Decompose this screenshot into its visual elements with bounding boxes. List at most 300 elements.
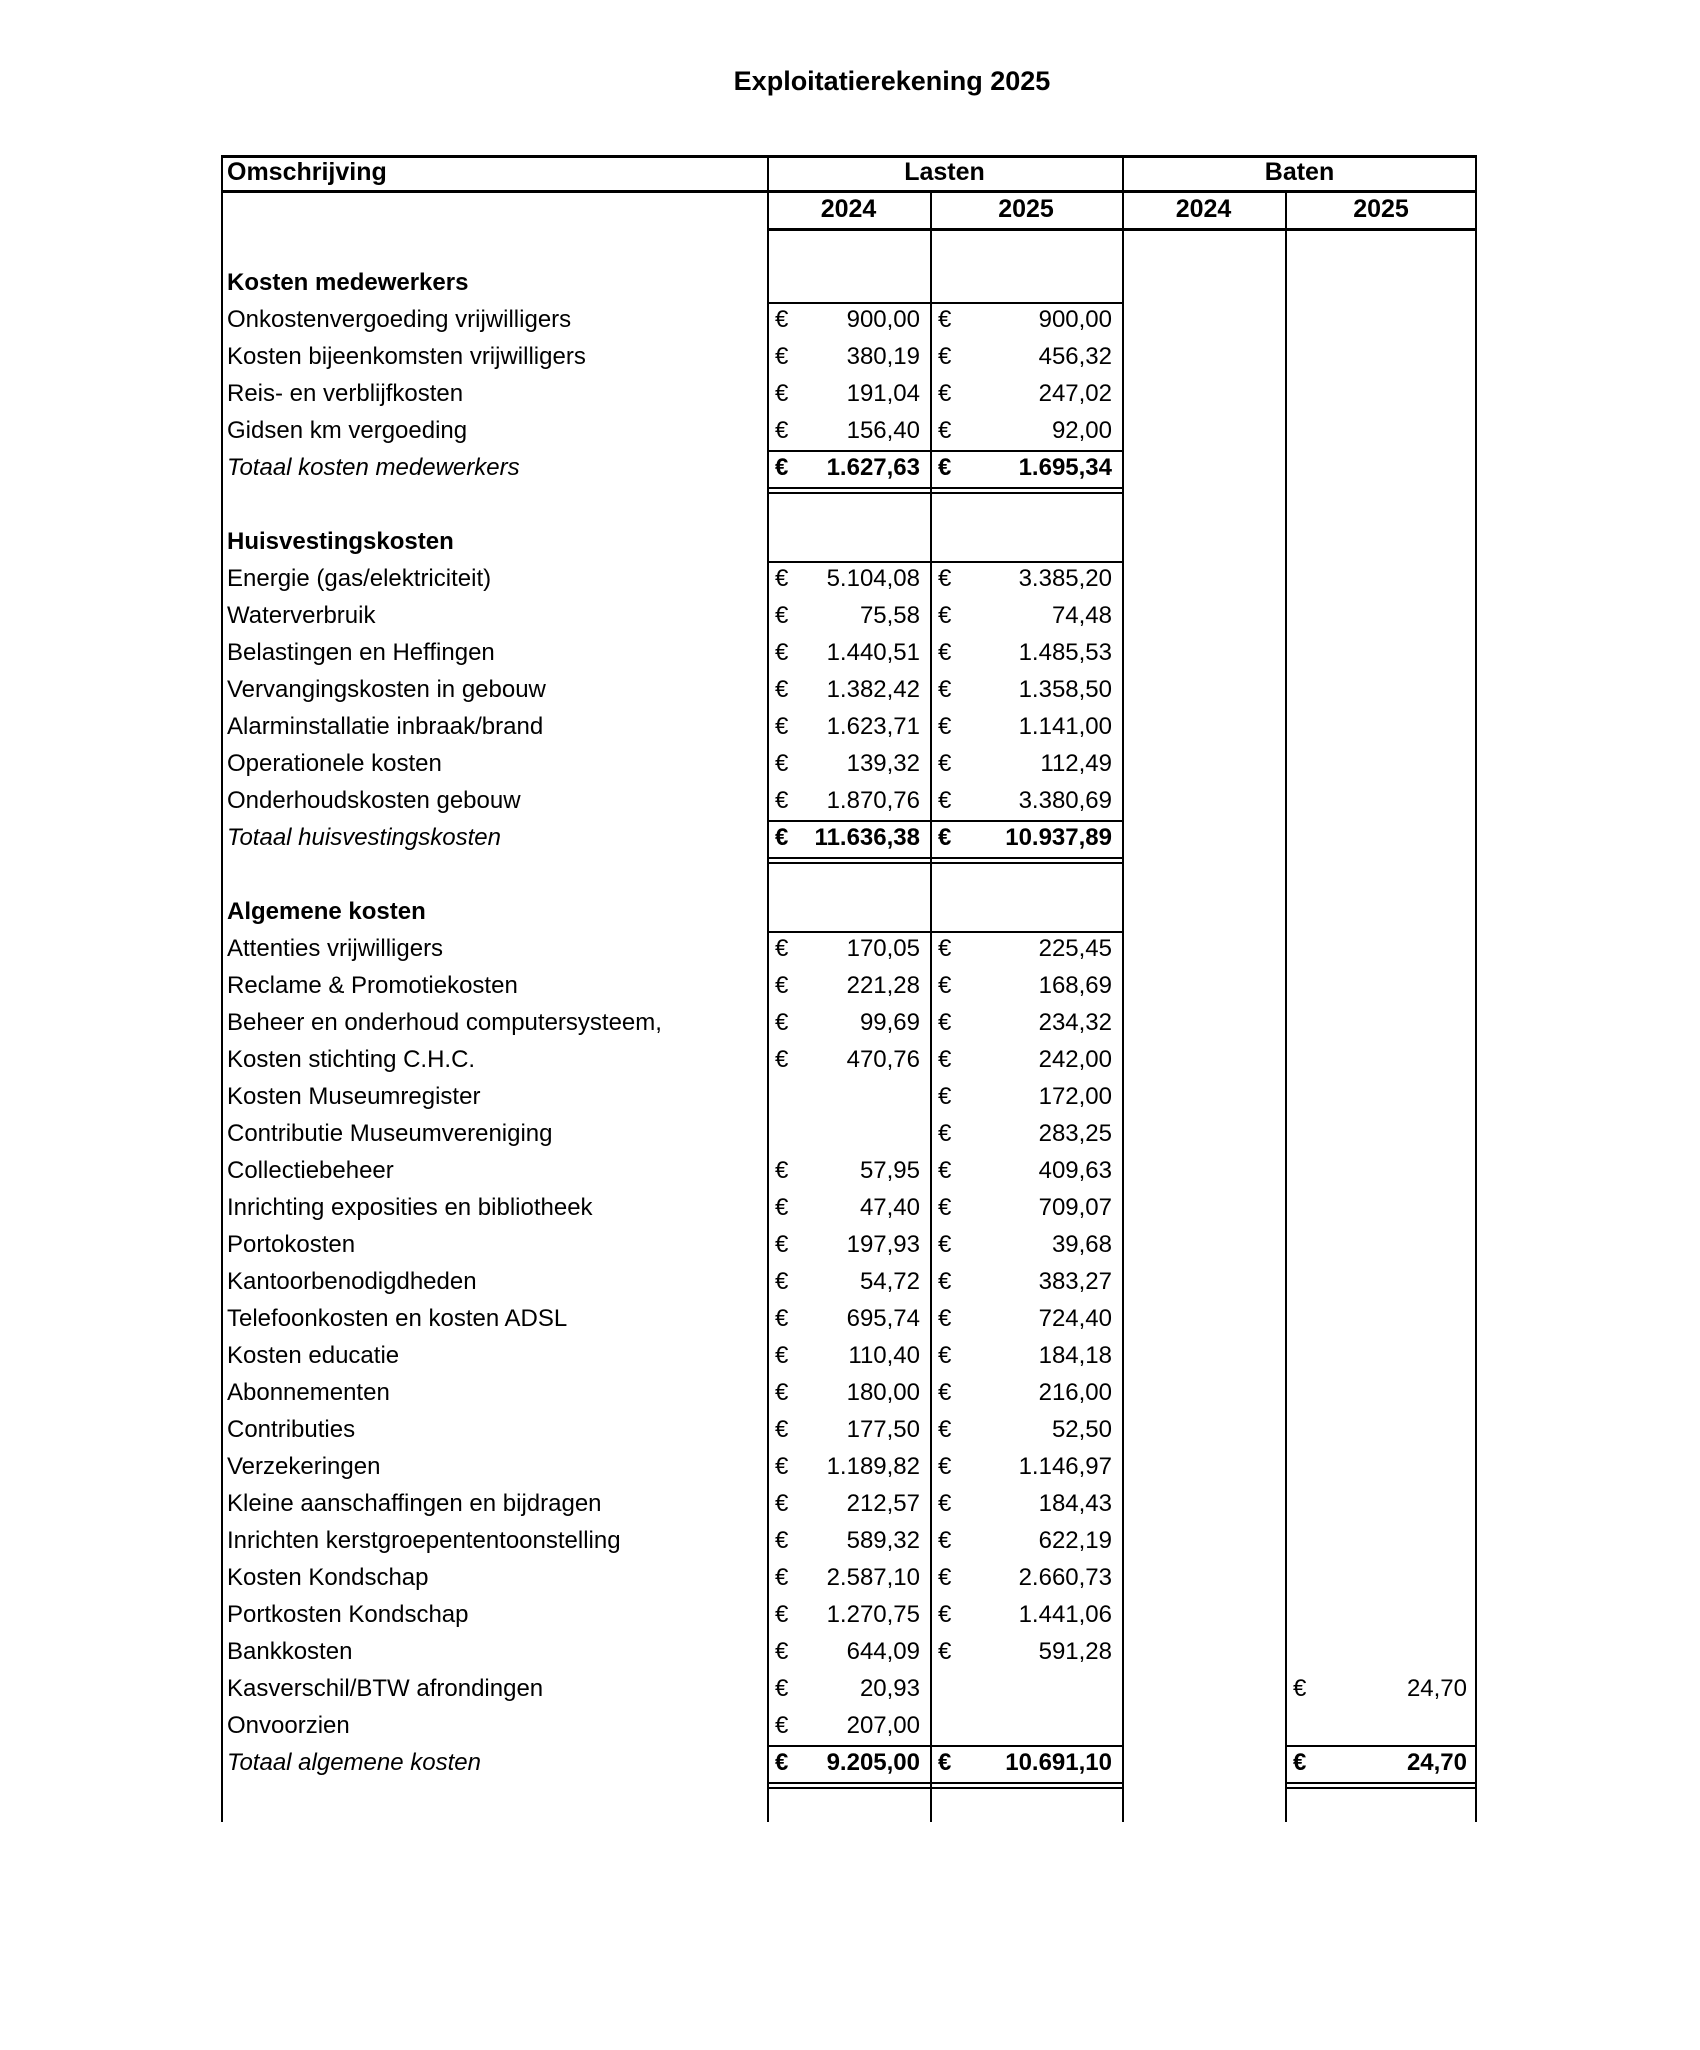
amount-cell-l2024 [767, 1671, 930, 1708]
table-row [221, 1523, 1477, 1560]
table-row [221, 746, 1477, 783]
euro-symbol: € [775, 713, 789, 740]
amount-cell-l2024 [767, 857, 930, 894]
row-label: Kosten educatie [227, 1342, 400, 1369]
amount-cell-l2024 [767, 1745, 930, 1782]
spacer-row [221, 487, 1477, 524]
table-header-row [221, 155, 1477, 190]
amount-value: 207,00 [846, 1712, 920, 1739]
amount-cell-b2024 [1122, 1708, 1285, 1745]
euro-symbol: € [938, 1453, 952, 1480]
amount-cell-b2025 [1285, 857, 1477, 894]
row-label: Kosten bijeenkomsten vrijwilligers [227, 343, 586, 370]
amount-cell-l2025 [930, 524, 1122, 561]
amount-cell-b2024 [1122, 302, 1285, 339]
table-row [221, 1042, 1477, 1079]
amount-value: 1.695,34 [1018, 454, 1112, 481]
amount-cell-l2025 [930, 487, 1122, 524]
euro-symbol: € [938, 1342, 952, 1369]
euro-symbol: € [938, 824, 952, 851]
amount-cell-l2025 [930, 746, 1122, 783]
euro-symbol: € [775, 676, 789, 703]
euro-symbol: € [775, 935, 789, 962]
amount-cell-b2024 [1122, 635, 1285, 672]
row-label: Verzekeringen [227, 1453, 381, 1480]
amount-cell-b2024 [1122, 1597, 1285, 1634]
amount-value: 170,05 [846, 935, 920, 962]
row-label: Abonnementen [227, 1379, 390, 1406]
table-row [221, 1597, 1477, 1634]
row-label: Totaal algemene kosten [227, 1749, 481, 1776]
amount-value: 112,49 [1040, 750, 1112, 777]
amount-value: 74,48 [1051, 602, 1112, 629]
amount-cell-b2025 [1285, 487, 1477, 524]
amount-cell-b2024 [1122, 1116, 1285, 1153]
amount-cell-b2025 [1285, 1264, 1477, 1301]
amount-cell-l2025 [930, 302, 1122, 339]
row-label: Kosten stichting C.H.C. [227, 1046, 476, 1073]
euro-symbol: € [775, 1712, 789, 1739]
amount-value: 1.441,06 [1018, 1601, 1112, 1628]
row-label: Kleine aanschaffingen en bijdragen [227, 1490, 602, 1517]
amount-value: 1.270,75 [826, 1601, 920, 1628]
amount-cell-l2025 [930, 1042, 1122, 1079]
row-label: Onderhoudskosten gebouw [227, 787, 521, 814]
amount-value: 24,70 [1406, 1675, 1467, 1702]
amount-cell-l2025 [930, 820, 1122, 857]
euro-symbol: € [938, 1638, 952, 1665]
euro-symbol: € [775, 417, 789, 444]
row-label: Huisvestingskosten [227, 528, 454, 555]
amount-cell-l2024 [767, 1412, 930, 1449]
euro-symbol: € [938, 1305, 952, 1332]
amount-cell-b2025 [1285, 783, 1477, 820]
euro-symbol: € [938, 454, 952, 481]
row-label: Kosten medewerkers [227, 269, 469, 296]
amount-value: 197,93 [846, 1231, 920, 1258]
amount-cell-b2024 [1122, 376, 1285, 413]
amount-cell-l2025 [930, 1005, 1122, 1042]
amount-cell-b2024 [1122, 1227, 1285, 1264]
euro-symbol: € [775, 1564, 789, 1591]
row-label: Algemene kosten [227, 898, 426, 925]
euro-symbol: € [775, 1157, 789, 1184]
amount-cell-b2025 [1285, 1005, 1477, 1042]
euro-symbol: € [775, 1675, 789, 1702]
header-blank-cell [221, 190, 767, 228]
row-label: Portkosten Kondschap [227, 1601, 469, 1628]
euro-symbol: € [938, 1601, 952, 1628]
amount-cell-l2024 [767, 1449, 930, 1486]
euro-symbol: € [938, 1009, 952, 1036]
amount-cell-l2024 [767, 561, 930, 598]
amount-value: 2.587,10 [826, 1564, 920, 1591]
amount-cell-l2025 [930, 1412, 1122, 1449]
table-row [221, 820, 1477, 857]
amount-cell-l2024 [767, 339, 930, 376]
amount-cell-l2024 [767, 820, 930, 857]
amount-cell-l2025 [930, 1190, 1122, 1227]
amount-value: 3.385,20 [1018, 565, 1112, 592]
euro-symbol: € [775, 1268, 789, 1295]
amount-cell-b2025 [1285, 820, 1477, 857]
amount-value: 184,43 [1038, 1490, 1112, 1517]
amount-value: 1.141,00 [1018, 713, 1112, 740]
amount-value: 409,63 [1038, 1157, 1112, 1184]
amount-value: 110,40 [848, 1342, 920, 1369]
amount-value: 172,00 [1038, 1083, 1112, 1110]
grid-hline [767, 1782, 1122, 1784]
row-label [221, 228, 767, 265]
amount-cell-b2024 [1122, 709, 1285, 746]
grid-hline [767, 1787, 1122, 1789]
page-title: Exploitatierekening 2025 [733, 66, 1051, 96]
amount-cell-b2025 [1285, 968, 1477, 1005]
amount-cell-l2024 [767, 228, 930, 265]
amount-value: 1.189,82 [826, 1453, 920, 1480]
amount-cell-l2024 [767, 746, 930, 783]
amount-cell-l2025 [930, 598, 1122, 635]
amount-cell-b2024 [1122, 894, 1285, 931]
amount-cell-l2025 [930, 1449, 1122, 1486]
amount-cell-b2024 [1122, 265, 1285, 302]
amount-cell-b2025 [1285, 746, 1477, 783]
amount-cell-b2024 [1122, 1153, 1285, 1190]
amount-cell-l2025 [930, 1560, 1122, 1597]
table-row [221, 1005, 1477, 1042]
table-body [221, 228, 1477, 1782]
row-label: Kasverschil/BTW afrondingen [227, 1675, 544, 1702]
table-row [221, 1116, 1477, 1153]
amount-value: 54,72 [859, 1268, 920, 1295]
amount-cell-l2025 [930, 413, 1122, 450]
amount-cell-b2025 [1285, 1190, 1477, 1227]
euro-symbol: € [775, 1490, 789, 1517]
euro-symbol: € [1293, 1749, 1307, 1776]
amount-cell-l2024 [767, 1634, 930, 1671]
euro-symbol: € [775, 565, 789, 592]
amount-cell-b2024 [1122, 857, 1285, 894]
amount-cell-b2024 [1122, 1264, 1285, 1301]
row-label: Kosten Kondschap [227, 1564, 429, 1591]
euro-symbol: € [1293, 1675, 1307, 1702]
amount-value: 1.358,50 [1018, 676, 1112, 703]
euro-symbol: € [775, 750, 789, 777]
amount-cell-b2025 [1285, 672, 1477, 709]
amount-cell-b2024 [1122, 1671, 1285, 1708]
amount-cell-b2024 [1122, 746, 1285, 783]
amount-cell-l2024 [767, 894, 930, 931]
euro-symbol: € [775, 343, 789, 370]
amount-cell-b2024 [1122, 1486, 1285, 1523]
euro-symbol: € [938, 306, 952, 333]
amount-cell-b2025 [1285, 1116, 1477, 1153]
amount-cell-l2024 [767, 635, 930, 672]
amount-cell-l2024 [767, 1523, 930, 1560]
table-row [221, 1375, 1477, 1412]
table-row [221, 1301, 1477, 1338]
amount-cell-l2025 [930, 672, 1122, 709]
euro-symbol: € [938, 1379, 952, 1406]
amount-cell-b2024 [1122, 1301, 1285, 1338]
amount-value: 900,00 [846, 306, 920, 333]
amount-cell-l2025 [930, 968, 1122, 1005]
row-label [221, 487, 767, 524]
amount-cell-b2025 [1285, 709, 1477, 746]
amount-value: 92,00 [1051, 417, 1112, 444]
amount-cell-l2025 [930, 931, 1122, 968]
euro-symbol: € [775, 1231, 789, 1258]
amount-cell-b2024 [1122, 339, 1285, 376]
amount-cell-b2025 [1285, 931, 1477, 968]
amount-cell-b2025 [1285, 1042, 1477, 1079]
amount-cell-l2024 [767, 1708, 930, 1745]
grid-hline [1285, 1782, 1477, 1784]
table-row [221, 1264, 1477, 1301]
euro-symbol: € [775, 1194, 789, 1221]
amount-value: 589,32 [846, 1527, 920, 1554]
euro-symbol: € [938, 343, 952, 370]
amount-cell-b2025 [1285, 413, 1477, 450]
amount-cell-l2025 [930, 709, 1122, 746]
amount-cell-b2025 [1285, 1523, 1477, 1560]
table-row [221, 302, 1477, 339]
euro-symbol: € [775, 1416, 789, 1443]
row-label: Telefoonkosten en kosten ADSL [227, 1305, 568, 1332]
amount-cell-l2024 [767, 487, 930, 524]
amount-cell-b2024 [1122, 413, 1285, 450]
amount-cell-l2024 [767, 1190, 930, 1227]
row-label: Contributie Museumvereniging [227, 1120, 553, 1147]
row-label: Alarminstallatie inbraak/brand [227, 713, 544, 740]
amount-value: 10.937,89 [1005, 824, 1112, 851]
row-label: Beheer en onderhoud computersysteem, [227, 1009, 662, 1036]
amount-cell-l2025 [930, 857, 1122, 894]
euro-symbol: € [775, 454, 789, 481]
table-row [221, 413, 1477, 450]
amount-value: 1.870,76 [826, 787, 920, 814]
amount-cell-l2025 [930, 1671, 1122, 1708]
amount-value: 2.660,73 [1018, 1564, 1112, 1591]
row-label: Reclame & Promotiekosten [227, 972, 518, 999]
table-row [221, 1153, 1477, 1190]
amount-cell-b2025 [1285, 561, 1477, 598]
table-row [221, 1745, 1477, 1782]
amount-cell-b2025 [1285, 450, 1477, 487]
amount-cell-l2025 [930, 635, 1122, 672]
row-label: Contributies [227, 1416, 356, 1443]
amount-value: 900,00 [1038, 306, 1112, 333]
euro-symbol: € [938, 1416, 952, 1443]
amount-value: 1.623,71 [826, 713, 920, 740]
amount-cell-l2025 [930, 1079, 1122, 1116]
amount-value: 24,70 [1406, 1749, 1467, 1776]
spacer-row [221, 228, 1477, 265]
table-row [221, 931, 1477, 968]
euro-symbol: € [938, 1120, 952, 1147]
table-row [221, 598, 1477, 635]
euro-symbol: € [938, 1083, 952, 1110]
amount-value: 1.146,97 [1018, 1453, 1112, 1480]
amount-cell-l2025 [930, 1745, 1122, 1782]
grid-hline [1285, 1787, 1477, 1789]
amount-value: 1.382,42 [826, 676, 920, 703]
table-row [221, 1338, 1477, 1375]
amount-value: 283,25 [1038, 1120, 1112, 1147]
amount-cell-b2024 [1122, 1560, 1285, 1597]
amount-cell-b2024 [1122, 228, 1285, 265]
amount-cell-l2024 [767, 1338, 930, 1375]
amount-cell-l2025 [930, 1227, 1122, 1264]
euro-symbol: € [938, 1194, 952, 1221]
amount-value: 234,32 [1038, 1009, 1112, 1036]
table-row [221, 561, 1477, 598]
row-label: Operationele kosten [227, 750, 442, 777]
row-label: Belastingen en Heffingen [227, 639, 495, 666]
amount-value: 184,18 [1038, 1342, 1112, 1369]
amount-cell-b2024 [1122, 1042, 1285, 1079]
amount-cell-b2024 [1122, 783, 1285, 820]
amount-value: 644,09 [846, 1638, 920, 1665]
amount-cell-l2024 [767, 1560, 930, 1597]
amount-cell-l2024 [767, 265, 930, 302]
row-label: Inrichten kerstgroepententoonstelling [227, 1527, 621, 1554]
row-label: Bankkosten [227, 1638, 353, 1665]
amount-cell-b2024 [1122, 1005, 1285, 1042]
amount-cell-l2024 [767, 931, 930, 968]
amount-cell-b2025 [1285, 1449, 1477, 1486]
table-row [221, 672, 1477, 709]
amount-cell-l2024 [767, 709, 930, 746]
amount-cell-b2024 [1122, 1375, 1285, 1412]
amount-value: 591,28 [1038, 1638, 1112, 1665]
amount-value: 225,45 [1038, 935, 1112, 962]
row-label: Onvoorzien [227, 1712, 350, 1739]
amount-cell-b2025 [1285, 1708, 1477, 1745]
euro-symbol: € [938, 1231, 952, 1258]
spacer-row [221, 857, 1477, 894]
amount-cell-l2024 [767, 1116, 930, 1153]
amount-cell-l2025 [930, 1634, 1122, 1671]
euro-symbol: € [775, 1527, 789, 1554]
amount-cell-l2024 [767, 413, 930, 450]
table-row [221, 339, 1477, 376]
amount-value: 470,76 [846, 1046, 920, 1073]
amount-cell-l2024 [767, 1042, 930, 1079]
table-row [221, 709, 1477, 746]
row-label: Totaal huisvestingskosten [227, 824, 501, 851]
euro-symbol: € [775, 1046, 789, 1073]
row-label: Kantoorbenodigdheden [227, 1268, 477, 1295]
row-label: Totaal kosten medewerkers [227, 454, 520, 481]
amount-value: 212,57 [846, 1490, 920, 1517]
euro-symbol: € [938, 1490, 952, 1517]
row-label: Gidsen km vergoeding [227, 417, 468, 444]
amount-cell-l2025 [930, 1338, 1122, 1375]
header-baten-2025: 2025 [1353, 195, 1409, 223]
table-row [221, 1449, 1477, 1486]
amount-cell-b2025 [1285, 265, 1477, 302]
euro-symbol: € [938, 602, 952, 629]
amount-cell-b2025 [1285, 228, 1477, 265]
euro-symbol: € [938, 1046, 952, 1073]
amount-value: 695,74 [846, 1305, 920, 1332]
table-row [221, 265, 1477, 302]
table-row [221, 1190, 1477, 1227]
amount-cell-l2024 [767, 968, 930, 1005]
amount-cell-l2024 [767, 524, 930, 561]
amount-cell-l2024 [767, 1301, 930, 1338]
amount-cell-b2024 [1122, 598, 1285, 635]
amount-value: 57,95 [859, 1157, 920, 1184]
amount-value: 75,58 [859, 602, 920, 629]
row-label: Attenties vrijwilligers [227, 935, 444, 962]
euro-symbol: € [775, 824, 789, 851]
exploitation-table [221, 155, 1477, 1822]
euro-symbol: € [938, 639, 952, 666]
euro-symbol: € [938, 380, 952, 407]
table-row [221, 635, 1477, 672]
amount-cell-b2024 [1122, 672, 1285, 709]
amount-value: 709,07 [1038, 1194, 1112, 1221]
amount-value: 99,69 [859, 1009, 920, 1036]
amount-cell-l2025 [930, 228, 1122, 265]
amount-value: 11.636,38 [814, 824, 920, 851]
amount-cell-l2025 [930, 1597, 1122, 1634]
amount-cell-l2025 [930, 265, 1122, 302]
amount-cell-b2025 [1285, 1375, 1477, 1412]
amount-cell-b2024 [1122, 1745, 1285, 1782]
euro-symbol: € [775, 1342, 789, 1369]
amount-value: 47,40 [859, 1194, 920, 1221]
amount-cell-l2024 [767, 1079, 930, 1116]
header-baten-2024: 2024 [1175, 195, 1232, 223]
row-label: Waterverbruik [227, 602, 376, 629]
amount-value: 9.205,00 [826, 1749, 920, 1776]
amount-cell-l2025 [930, 1264, 1122, 1301]
amount-cell-b2024 [1122, 1449, 1285, 1486]
amount-cell-l2024 [767, 1264, 930, 1301]
amount-cell-b2025 [1285, 339, 1477, 376]
amount-cell-l2025 [930, 1153, 1122, 1190]
row-label: Collectiebeheer [227, 1157, 394, 1184]
euro-symbol: € [938, 1268, 952, 1295]
amount-value: 5.104,08 [826, 565, 920, 592]
amount-cell-l2025 [930, 1708, 1122, 1745]
amount-cell-l2025 [930, 1486, 1122, 1523]
row-label [221, 857, 767, 894]
table-row [221, 968, 1477, 1005]
amount-cell-b2024 [1122, 1634, 1285, 1671]
amount-cell-b2024 [1122, 1190, 1285, 1227]
amount-cell-b2024 [1122, 450, 1285, 487]
amount-cell-l2024 [767, 1597, 930, 1634]
amount-cell-l2025 [930, 1301, 1122, 1338]
table-row [221, 894, 1477, 931]
table-row [221, 1412, 1477, 1449]
amount-cell-b2025 [1285, 598, 1477, 635]
table-row [221, 1560, 1477, 1597]
amount-cell-b2025 [1285, 1634, 1477, 1671]
amount-value: 168,69 [1038, 972, 1112, 999]
amount-cell-l2025 [930, 376, 1122, 413]
table-row [221, 1079, 1477, 1116]
amount-cell-b2025 [1285, 1486, 1477, 1523]
euro-symbol: € [775, 639, 789, 666]
amount-value: 724,40 [1038, 1305, 1112, 1332]
header-lasten-2025: 2025 [998, 195, 1054, 223]
header-lasten: Lasten [904, 158, 985, 186]
